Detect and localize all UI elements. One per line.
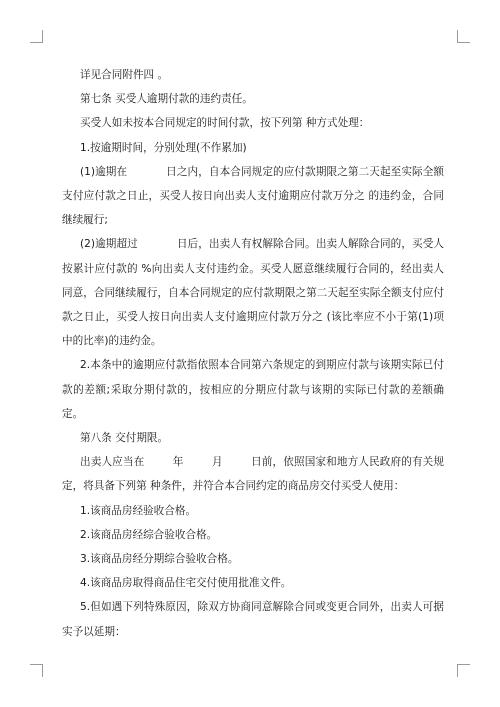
condition-1: 1.该商品房经验收合格。 (80, 504, 197, 517)
condition-3: 3.该商品房经分期综合验收合格。 (80, 553, 239, 566)
condition-4: 4.该商品房取得商品住宅交付使用批准文件。 (80, 577, 292, 590)
paragraph-late-payment-intro: 买受人如未按本合同规定的时间付款，按下列第 种方式处理： (80, 117, 370, 130)
page-corner-mark-bottom-right (457, 664, 470, 677)
paragraph-attachment-ref: 详见合同附件四 。 (80, 69, 169, 81)
clause-1-by-overdue-time: 1.按逾期时间，分别处理(不作累加) (80, 141, 247, 154)
page-corner-mark-top-right (457, 30, 470, 43)
condition-5-special-reasons: 5.但如遇下列特殊原因，除双方协商同意解除合同或变更合同外，出卖人可据实予以延期： (62, 601, 444, 638)
clause-1-1-overdue-within: (1)逾期在 日之内，自本合同规定的应付款期限之第二天起至实际全额支付应付款之日止，买受人按日向出卖人支付逾期应付款万分之 的违约金，合同继续履行; (62, 165, 444, 227)
condition-2: 2.该商品房经综合验收合格。 (80, 528, 218, 541)
page-corner-mark-bottom-left (30, 664, 43, 677)
document-body (62, 63, 444, 644)
page-corner-mark-top-left (30, 30, 43, 43)
article-7-heading: 第七条 买受人逾期付款的违约责任。 (80, 93, 253, 106)
clause-2-overdue-definition: 2.本条中的逾期应付款指依照本合同第六条规定的到期应付款与该期实际已付款的差额;采取分期付款的，按相应的分期应付款与该期的实际已付款的差额确定。 (62, 359, 444, 420)
clause-1-2-overdue-beyond: (2)逾期超过 日后，出卖人有权解除合同。出卖人解除合同的，买受人按累计应付款的 %向出卖人支付违约金。买受人愿意继续履行合同的，经出卖人同意，合同继续履行，自本合同规定的应付款期限之第二天起至实际全额支付应付款之日止，买受人按日向出卖人支付逾期应付款万分之 (该比率应不小于第(1)项中的比率)的违约金。 (62, 238, 444, 348)
article-8-heading: 第八条 交付期限。 (80, 432, 169, 445)
paragraph-delivery-deadline: 出卖人应当在 年 月 日前，依照国家和地方人民政府的有关规定，将具备下列第 种条件，并符合本合同约定的商品房交付买受人使用： (62, 456, 444, 493)
